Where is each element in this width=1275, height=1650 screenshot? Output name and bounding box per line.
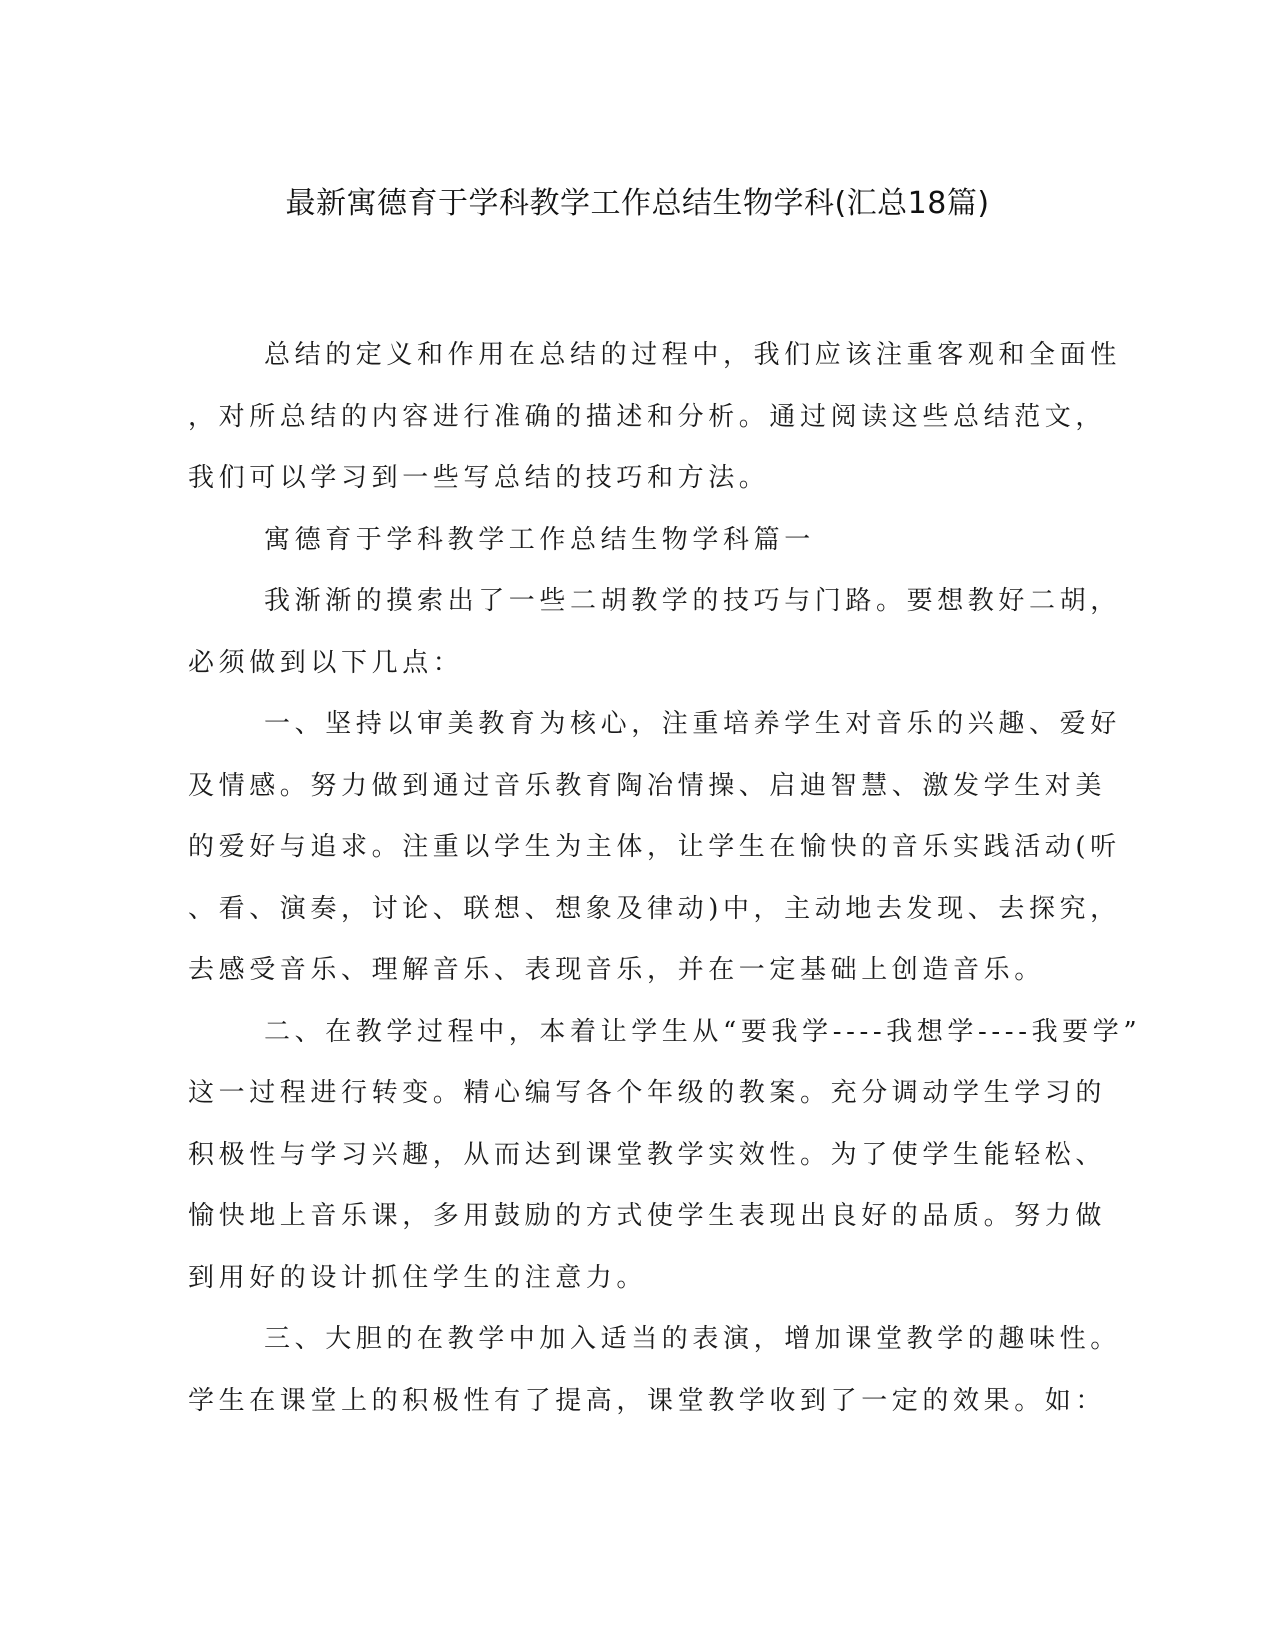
text-line: 、看、演奏，讨论、联想、想象及律动)中，主动地去发现、去探究， (188, 893, 1121, 924)
text-line: 必须做到以下几点： (188, 647, 464, 678)
text-line: 三、大胆的在教学中加入适当的表演，增加课堂教学的趣味性。 (264, 1324, 1121, 1354)
text-line: 的爱好与追求。注重以学生为主体，让学生在愉快的音乐实践活动(听 (188, 832, 1121, 862)
text-line: 愉快地上音乐课，多用鼓励的方式使学生表现出良好的品质。努力做 (188, 1201, 1107, 1231)
text-line: 积极性与学习兴趣，从而达到课堂教学实效性。为了使学生能轻松、 (188, 1139, 1107, 1170)
document-title: 最新寓德育于学科教学工作总结生物学科(汇总18篇) (285, 186, 990, 221)
text-line: ，对所总结的内容进行准确的描述和分析。通过阅读这些总结范文， (188, 401, 1107, 432)
text-line: 我们可以学习到一些写总结的技巧和方法。 (188, 463, 770, 493)
text-line: 寓德育于学科教学工作总结生物学科篇一 (264, 524, 815, 555)
document-body (188, 325, 1142, 1432)
text-line: 学生在课堂上的积极性有了提高，课堂教学收到了一定的效果。如： (188, 1385, 1107, 1416)
text-line: 总结的定义和作用在总结的过程中，我们应该注重客观和全面性 (264, 340, 1121, 370)
text-line: 及情感。努力做到通过音乐教育陶冶情操、启迪智慧、激发学生对美 (188, 770, 1107, 801)
text-line: 去感受音乐、理解音乐、表现音乐，并在一定基础上创造音乐。 (188, 955, 1045, 985)
text-line: 一、坚持以审美教育为核心，注重培养学生对音乐的兴趣、爱好 (264, 709, 1121, 739)
text-line: 这一过程进行转变。精心编写各个年级的教案。充分调动学生学习的 (188, 1078, 1107, 1108)
text-line: 到用好的设计抓住学生的注意力。 (188, 1262, 648, 1293)
text-line: 我渐渐的摸索出了一些二胡教学的技巧与门路。要想教好二胡， (264, 586, 1121, 616)
text-line: 二、在教学过程中，本着让学生从“要我学----我想学----我要学” (264, 1016, 1142, 1047)
